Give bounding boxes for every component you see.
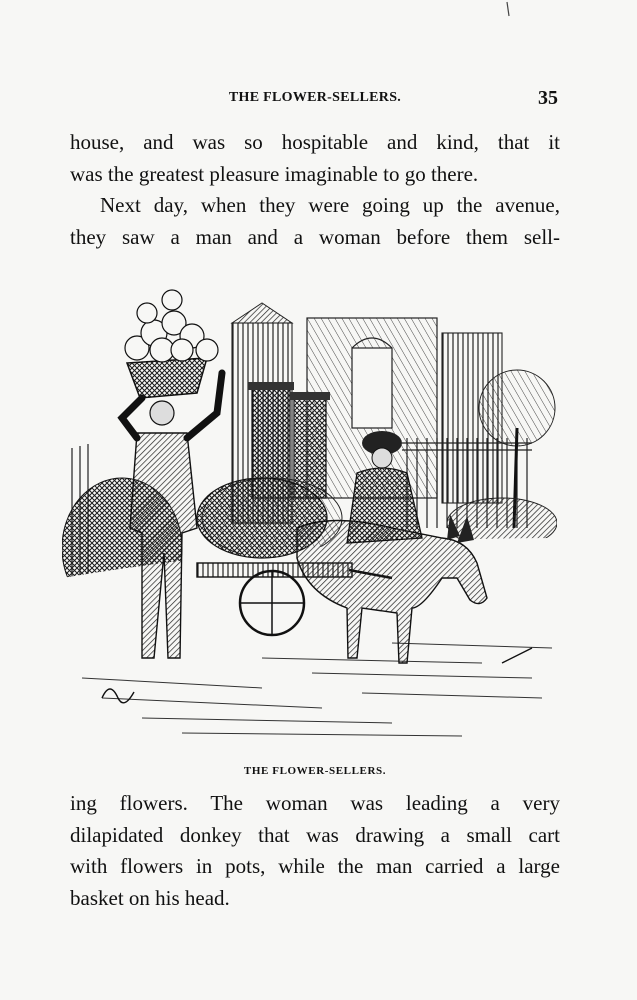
- running-head: [70, 87, 560, 112]
- text-line: Next day, when they were going up the avenue,: [100, 193, 560, 217]
- text-line: ing flowers. The woman was leading a very: [70, 791, 560, 815]
- page-number: 35: [538, 87, 558, 109]
- text-line: they saw a man and a woman before them sell-: [70, 224, 560, 249]
- text-line: basket on his head.: [70, 885, 230, 910]
- page-mark: [503, 0, 515, 20]
- text-line: dilapidated donkey that was drawing a small cart: [70, 822, 560, 847]
- running-title: THE FLOWER-SELLERS.: [228, 90, 402, 105]
- text-line: with flowers in pots, while the man carried a large: [70, 854, 560, 878]
- text-line: was the greatest pleasure imaginable to go there.: [70, 161, 479, 186]
- flower-sellers-engraving: [62, 278, 557, 740]
- top-paragraph: [70, 127, 560, 253]
- text-line: house, and was so hospitable and kind, that it: [70, 130, 560, 154]
- bottom-paragraph: [70, 788, 560, 914]
- illustration-caption: THE FLOWER-SELLERS.: [243, 765, 387, 777]
